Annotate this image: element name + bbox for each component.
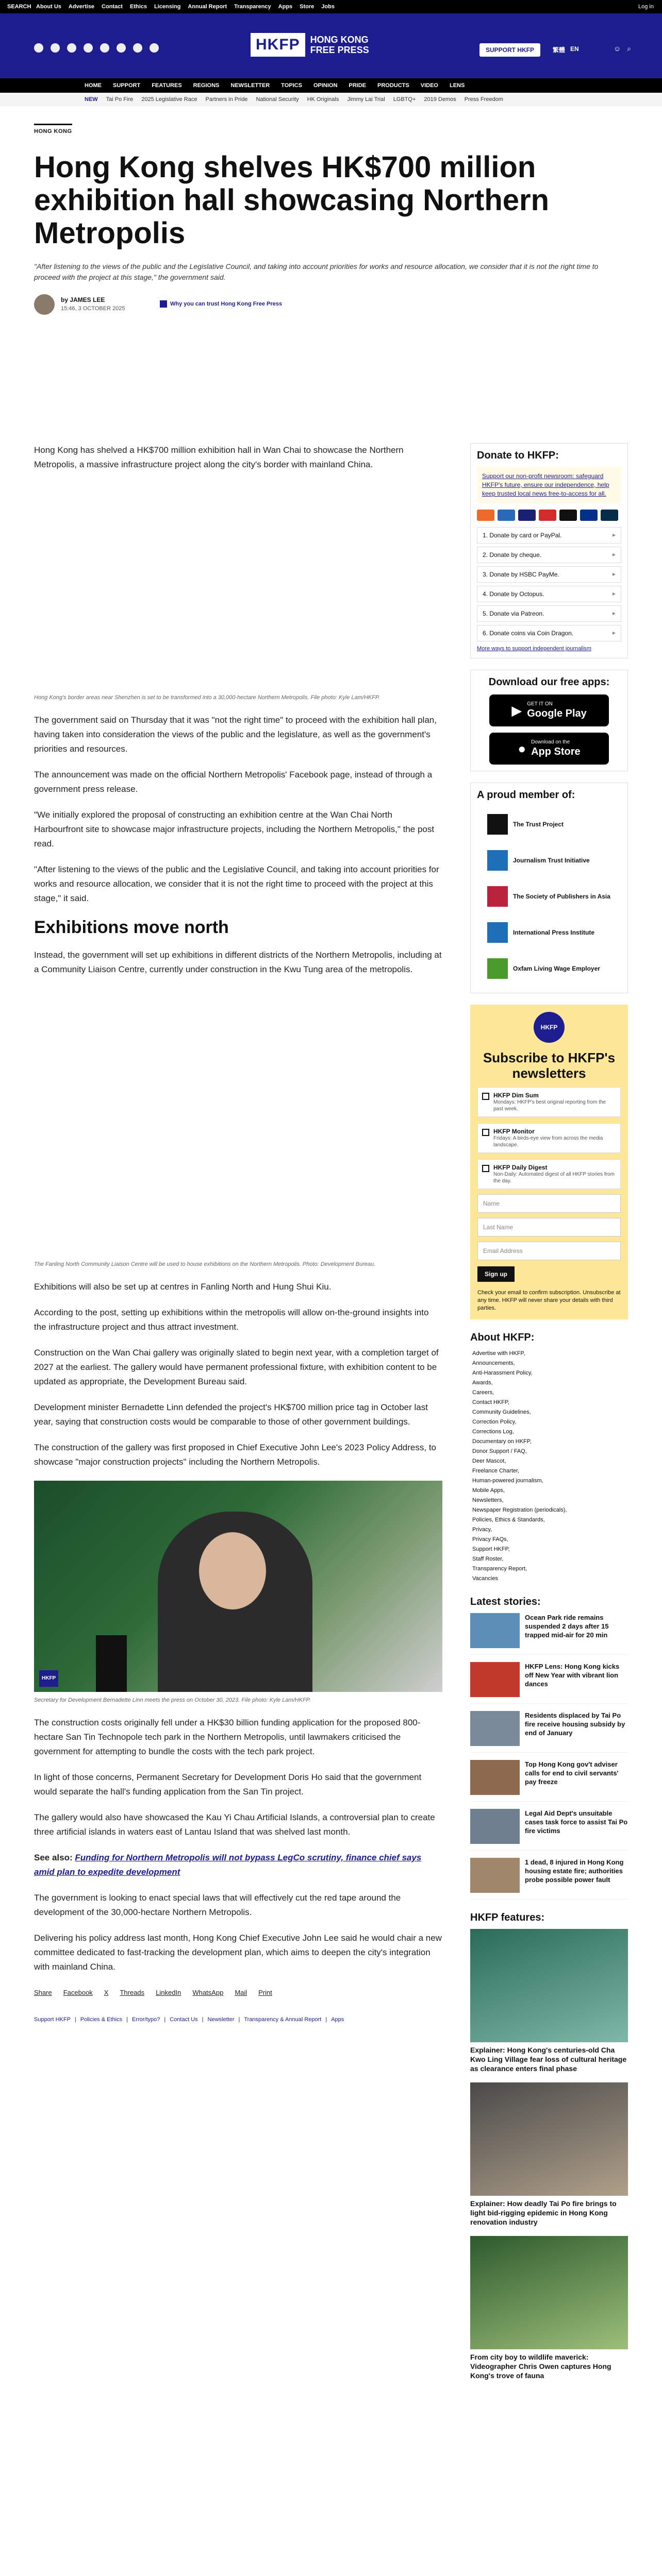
donate-support-link[interactable]: Support our non-profit newsroom: safeguard HKFP's future, ensure our independence, help keep trusted local news free-to-access for all. — [477, 467, 621, 503]
article-header — [34, 124, 627, 318]
support-link[interactable]: Newsletter — [207, 2016, 235, 2023]
story-item[interactable]: Top Hong Kong gov't adviser calls for end to civil servants' pay freeze — [470, 1760, 628, 1802]
share-label: Share — [34, 1989, 52, 1996]
feature-title[interactable]: Explainer: Hong Kong's centuries-old Cha Kwo Ling Village fear loss of cultural heritage as clearance enters final phase — [470, 2046, 627, 2073]
payme-icon — [539, 510, 556, 521]
apps-box — [470, 670, 628, 771]
paragraph: Hong Kong has shelved a HK$700 million exhibition hall in Wan Chai to showcase the Northern Metropolis, a massive infrastructure project along the city's border with mainland China. — [34, 445, 404, 469]
about-link[interactable]: Policies, Ethics & Standards, — [472, 1517, 545, 1523]
nav-item[interactable]: NEWSLETTER — [230, 82, 270, 89]
article-dek: "After listening to the views of the public and the Legislative Council, and taking into account priorities for works and resource allocation, we consider that it is not the right time to proceed with the project at this stage," the government said. — [34, 262, 599, 281]
about-link[interactable]: Staff Roster, — [472, 1556, 504, 1562]
nav-item[interactable]: LENS — [449, 82, 465, 89]
share-facebook[interactable]: Facebook — [63, 1989, 93, 1996]
liaison-centre-image — [34, 988, 442, 1256]
newsletter-option[interactable]: HKFP Daily Digest Non-Daily: Automated digest of all HKFP stories from the day. — [477, 1159, 621, 1189]
image-caption: Secretary for Development Bernadette Linn meets the press on October 30, 2023. File photo: Kyle Lam/HKFP. — [34, 1697, 311, 1703]
newsletter-note: Check your email to confirm subscription. Unsubscribe at any time. HKFP will never share your details with third parties. — [477, 1290, 621, 1311]
lang-en[interactable]: EN — [570, 45, 579, 53]
oxfam-icon — [487, 958, 508, 979]
about-link[interactable]: Donor Support / FAQ, — [472, 1448, 527, 1454]
apple-icon: ● — [518, 740, 526, 756]
checkbox[interactable] — [482, 1093, 489, 1100]
donate-box — [470, 443, 628, 658]
members-heading: A proud member of: — [477, 789, 575, 801]
about-link[interactable]: Transparency Report, — [472, 1566, 527, 1572]
octopus-icon — [559, 510, 577, 521]
features-heading: HKFP features: — [470, 1912, 545, 1923]
person-face — [199, 1532, 266, 1609]
facebook-icon[interactable] — [34, 43, 43, 53]
about-heading: About HKFP: — [470, 1332, 535, 1343]
last-name-input[interactable]: Last Name — [477, 1218, 621, 1236]
patreon-icon — [601, 510, 618, 521]
signup-button[interactable]: Sign up — [477, 1266, 515, 1282]
story-item[interactable]: 1 dead, 8 injured in Hong Kong housing estate fire; authorities probe possible power fault — [470, 1858, 628, 1900]
pay-icons — [477, 510, 621, 521]
publish-date: 15:46, 3 OCTOBER 2025 — [61, 306, 125, 312]
member-logo[interactable]: Oxfam Living Wage Employer — [477, 951, 621, 987]
section-heading: Exhibitions move north — [34, 918, 229, 937]
search-link[interactable]: SEARCH — [7, 4, 31, 10]
nav-item[interactable]: OPINION — [313, 82, 338, 89]
newsletter-option[interactable]: HKFP Monitor Fridays: A birds-eye view from across the media landscape. — [477, 1123, 621, 1153]
member-logo[interactable]: Journalism Trust Initiative — [477, 842, 621, 878]
support-link[interactable]: Apps — [331, 2016, 344, 2023]
author-avatar — [34, 294, 55, 315]
search-icon[interactable]: ⌕ — [627, 44, 632, 53]
feature-title[interactable]: From city boy to wildlife maverick: Videographer Chris Owen captures Hong Kong's trove of fauna — [470, 2353, 611, 2380]
about-link[interactable]: Documentary on HKFP, — [472, 1438, 532, 1445]
top-link[interactable]: Advertise — [68, 4, 95, 10]
ticker-item[interactable]: Partners in Pride — [205, 96, 248, 103]
donate-option[interactable]: 1. Donate by card or PayPal. ▸ — [477, 527, 621, 544]
paragraph: The government is looking to enact special laws that will effectively cut the red tape around the development of the 30,000-hectare Northern Metropolis. — [34, 1893, 401, 1917]
image-caption: Hong Kong's border areas near Shenzhen is set to be transformed into a 30,000-hectare Northern Metropolis. File photo: Kyle Lam/HKFP. — [34, 694, 380, 701]
story-item[interactable]: Residents displaced by Tai Po fire receive housing subsidy by end of January — [470, 1711, 628, 1753]
about-list — [470, 1349, 628, 1584]
play-icon: ▶ — [511, 702, 522, 718]
story-item[interactable]: Legal Aid Dept's unsuitable cases task force to assist Tai Po fire victims — [470, 1809, 628, 1851]
donate-option[interactable]: 5. Donate via Patreon. ▸ — [477, 605, 621, 622]
sopa-icon — [487, 886, 508, 907]
mastercard-icon — [477, 510, 494, 521]
paragraph: Exhibitions will also be set up at centres in Fanling North and Hung Shui Kiu. — [34, 1282, 332, 1292]
visa-icon — [518, 510, 536, 521]
about-box — [470, 1332, 628, 1584]
top-link[interactable]: Jobs — [321, 4, 335, 10]
paragraph: Construction on the Wan Chai gallery was originally slated to begin next year, with a completion target of 2027 at the earliest. The gallery would have permanent professional fixture, with exhibition content to be updated as appropriate, the Development Bureau said. — [34, 1348, 439, 1386]
story-thumbnail — [470, 1858, 520, 1893]
about-link[interactable]: Anti-Harassment Policy, — [472, 1370, 533, 1376]
feature-image[interactable] — [470, 2236, 628, 2349]
paragraph: Delivering his policy address last month, Hong Kong Chief Executive John Lee said he would chair a new committee dedicated to fast-tracking the development plan, which aims to deepen the city's integration with mainland China. — [34, 1933, 442, 1972]
about-link[interactable]: Contact HKFP, — [472, 1399, 509, 1405]
new-badge: NEW — [85, 96, 98, 103]
member-logo[interactable]: International Press Institute — [477, 914, 621, 951]
paragraph: According to the post, setting up exhibitions within the metropolis will allow on-the-ground insights into the infrastructure project and thus attract investment. — [34, 1308, 429, 1332]
ticker-item[interactable]: 2025 Legislative Race — [141, 96, 197, 103]
about-link[interactable]: Awards, — [472, 1380, 493, 1386]
feature-title[interactable]: Explainer: How deadly Tai Po fire brings to light bid-rigging epidemic in Hong Kong renovation industry — [470, 2199, 617, 2226]
share-linkedin[interactable]: LinkedIn — [156, 1989, 181, 1996]
about-link[interactable]: Human-powered journalism, — [472, 1478, 543, 1484]
about-link[interactable]: Privacy FAQs, — [472, 1536, 508, 1543]
top-link[interactable]: Annual Report — [188, 4, 227, 10]
top-links — [36, 4, 335, 10]
about-link[interactable]: Careers, — [472, 1389, 494, 1396]
share-print[interactable]: Print — [258, 1989, 272, 1996]
top-link[interactable]: About Us — [36, 4, 61, 10]
donate-option[interactable]: 2. Donate by cheque. ▸ — [477, 547, 621, 563]
nav-item[interactable]: HOME — [85, 82, 102, 89]
ticker-item[interactable]: HK Originals — [307, 96, 339, 103]
support-link[interactable]: Contact Us — [170, 2016, 198, 2023]
about-link[interactable]: Corrections Log, — [472, 1429, 514, 1435]
login-link[interactable]: Log in — [638, 4, 654, 10]
nav-item[interactable]: TOPICS — [281, 82, 302, 89]
logo-mark: HKFP — [251, 33, 305, 57]
share-threads[interactable]: Threads — [120, 1989, 145, 1996]
article-body — [34, 443, 442, 2027]
share-x[interactable]: X — [104, 1989, 109, 1996]
support-hkfp-button[interactable]: SUPPORT HKFP — [479, 43, 540, 57]
nav-item[interactable]: REGIONS — [193, 82, 220, 89]
app-store-badge[interactable]: ● Download on the App Store — [489, 733, 609, 765]
rss-icon[interactable] — [150, 43, 159, 53]
ipi-icon — [487, 922, 508, 943]
nav-item[interactable]: FEATURES — [152, 82, 182, 89]
paragraph: Instead, the government will set up exhibitions in different districts of the Northern Metropolis, including at a Community Liaison Centre, currently under construction in the Kwu Tung area of the metropolis. — [34, 950, 442, 974]
more-ways-link[interactable]: More ways to support independent journalism — [477, 646, 591, 652]
language-switch — [553, 45, 579, 54]
story-thumbnail — [470, 1711, 520, 1746]
newsletter-box — [470, 1005, 628, 1319]
member-logo[interactable]: The Trust Project — [477, 806, 621, 842]
top-link[interactable]: Licensing — [154, 4, 181, 10]
donate-option[interactable]: 4. Donate by Octopus. ▸ — [477, 586, 621, 602]
see-also-link[interactable]: Funding for Northern Metropolis will not bypass LegCo scrutiny, finance chief says amid plan to expedite development — [34, 1853, 422, 1877]
lang-zh[interactable]: 繁體 — [553, 46, 566, 54]
jti-icon — [487, 850, 508, 871]
linkedin-icon[interactable] — [117, 43, 126, 53]
about-link[interactable]: Advertise with HKFP, — [472, 1350, 525, 1357]
paragraph: The construction of the gallery was first proposed in Chief Executive John Lee's 2023 Policy Address, to showcase "major construction projects" including the Northern Metropolis. — [34, 1443, 436, 1467]
threads-icon[interactable] — [84, 43, 93, 53]
about-link[interactable]: Community Guidelines, — [472, 1409, 531, 1415]
paragraph: The construction costs originally fell under a HK$30 billion funding application for the proposed 800-hectare San Tin Technopole tech park in the Northern Metropolis, until lawmakers criticised the government for attempting to bundle the costs with the tech park project. — [34, 1718, 421, 1756]
support-link[interactable]: Error/typo? — [131, 2016, 160, 2023]
story-item[interactable]: HKFP Lens: Hong Kong kicks off New Year with vibrant lion dances — [470, 1662, 628, 1704]
trust-icon — [160, 300, 167, 308]
email-input[interactable]: Email Address — [477, 1242, 621, 1260]
topic-ticker — [0, 93, 662, 106]
about-link[interactable]: Vacancies — [472, 1575, 498, 1582]
share-whatsapp[interactable]: WhatsApp — [192, 1989, 224, 1996]
story-thumbnail — [470, 1662, 520, 1697]
site-logo[interactable] — [251, 27, 405, 63]
story-thumbnail — [470, 1809, 520, 1844]
main-nav — [0, 78, 662, 93]
logo-words: HONG KONG FREE PRESS — [310, 35, 369, 55]
paragraph: Development minister Bernadette Linn defended the project's HK$700 million price tag in October last year, saying that construction costs would be comparable to those of other government buildings. — [34, 1402, 428, 1427]
ticker-item[interactable]: Tai Po Fire — [106, 96, 134, 103]
about-link[interactable]: Correction Policy, — [472, 1419, 517, 1425]
instagram-icon[interactable] — [67, 43, 76, 53]
feature-image[interactable] — [470, 1929, 628, 2042]
telegram-icon[interactable] — [133, 43, 142, 53]
paragraph: "After listening to the views of the public and the Legislative Council, and taking into account priorities for works and resource allocation, we consider that it is not the right time to proceed with the project at this stage," it said. — [34, 865, 439, 903]
nav-item[interactable]: VIDEO — [420, 82, 438, 89]
site-header — [0, 13, 662, 78]
amex-icon — [498, 510, 515, 521]
paragraph: "We initially explored the proposal of constructing an exhibition centre at the Wan Chai North Harbourfront site to showcase major infrastructure projects, including the Northern Metropolis," the post read. — [34, 810, 435, 849]
story-item[interactable]: Ocean Park ride remains suspended 2 days after 15 trapped mid-air for 20 min — [470, 1613, 628, 1655]
paragraph: In light of those concerns, Permanent Secretary for Development Doris Ho said that the government would separate the hall's funding application from the San Tin project. — [34, 1772, 422, 1797]
latest-box — [470, 1596, 628, 1900]
about-link[interactable]: Newspaper Registration (periodicals), — [472, 1507, 567, 1513]
sidebar — [470, 443, 628, 2389]
donate-heading: Donate to HKFP: — [477, 450, 559, 461]
story-thumbnail — [470, 1613, 520, 1648]
see-also — [34, 1851, 442, 1879]
apps-heading: Download our free apps: — [488, 676, 610, 688]
article-kicker[interactable]: HONG KONG — [34, 124, 72, 134]
header-icons — [614, 44, 631, 53]
story-thumbnail — [470, 1760, 520, 1795]
microphone — [96, 1635, 127, 1692]
top-bar — [0, 0, 662, 13]
support-link[interactable]: Policies & Ethics — [80, 2016, 123, 2023]
top-link[interactable]: Transparency — [234, 4, 271, 10]
ticker-item[interactable]: Press Freedom — [464, 96, 503, 103]
paragraph: The gallery would also have showcased the Kau Yi Chau Artificial Islands, a controversial plan to create three artificial islands in waters east of Lantau Island that was shelved last month. — [34, 1812, 435, 1837]
image-caption: The Fanling North Community Liaison Centre will be used to house exhibitions on the Northern Metropolis. Photo: Development Bureau. — [34, 1261, 376, 1267]
newsletter-option[interactable]: HKFP Dim Sum Mondays: HKFP's best original reporting from the past week. — [477, 1087, 621, 1117]
ticker-item[interactable]: Jimmy Lai Trial — [347, 96, 385, 103]
support-link[interactable]: Support HKFP — [34, 2016, 71, 2023]
see-also-label: See also: — [34, 1853, 73, 1862]
feature-image[interactable] — [470, 2082, 628, 2196]
name-input[interactable]: Name — [477, 1194, 621, 1213]
paragraph: The announcement was made on the official Northern Metropolis' Facebook page, instead of through a government press release. — [34, 770, 433, 794]
checkbox[interactable] — [482, 1129, 489, 1136]
nav-item[interactable]: PRODUCTS — [377, 82, 409, 89]
about-link[interactable]: Newsletters, — [472, 1497, 504, 1503]
ticker-item[interactable]: LGBTQ+ — [393, 96, 416, 103]
share-mail[interactable]: Mail — [235, 1989, 247, 1996]
features-box — [470, 1912, 628, 2380]
donate-option[interactable]: 3. Donate by HSBC PayMe. ▸ — [477, 566, 621, 583]
top-link[interactable]: Store — [300, 4, 315, 10]
about-link[interactable]: Privacy, — [472, 1527, 492, 1533]
article-title: Hong Kong shelves HK$700 million exhibition hall showcasing Northern Metropolis — [34, 150, 549, 250]
newsletter-heading: Subscribe to HKFP's newsletters — [483, 1050, 616, 1081]
donate-option[interactable]: 6. Donate coins via Coin Dragon. ▸ — [477, 625, 621, 641]
about-link[interactable]: Freelance Charter, — [472, 1468, 520, 1474]
ticker-item[interactable]: National Security — [256, 96, 299, 103]
hero-image — [34, 483, 442, 689]
top-link[interactable]: Ethics — [129, 4, 147, 10]
share-bar — [34, 1986, 442, 2000]
x-icon[interactable] — [51, 43, 60, 53]
paypal-icon — [580, 510, 598, 521]
top-link[interactable]: Contact — [102, 4, 123, 10]
about-link[interactable]: Support HKFP, — [472, 1546, 510, 1552]
minister-photo — [34, 1481, 442, 1692]
about-link[interactable]: Announcements, — [472, 1360, 515, 1366]
google-play-badge[interactable]: ▶ GET IT ON Google Play — [489, 694, 609, 726]
author-name[interactable]: by JAMES LEE — [61, 296, 105, 303]
trust-link[interactable]: Why you can trust Hong Kong Free Press — [160, 300, 282, 308]
youtube-icon[interactable] — [100, 43, 109, 53]
photo-credit-tag: HKFP — [39, 1670, 58, 1687]
user-icon[interactable]: ☺ — [614, 44, 621, 53]
latest-heading: Latest stories: — [470, 1596, 541, 1607]
support-link[interactable]: Transparency & Annual Report — [244, 2016, 322, 2023]
newsletter-logo: HKFP — [534, 1012, 565, 1043]
about-link[interactable]: Deer Mascot, — [472, 1458, 506, 1464]
social-links — [34, 43, 159, 53]
about-link[interactable]: Mobile Apps, — [472, 1487, 505, 1494]
top-link[interactable]: Apps — [278, 4, 293, 10]
member-logo[interactable]: The Society of Publishers in Asia — [477, 878, 621, 914]
byline — [34, 294, 627, 318]
nav-item[interactable]: PRIDE — [349, 82, 367, 89]
members-box — [470, 783, 628, 993]
checkbox[interactable] — [482, 1165, 489, 1172]
ticker-item[interactable]: 2019 Demos — [424, 96, 456, 103]
trust-project-icon — [487, 814, 508, 835]
nav-item[interactable]: SUPPORT — [113, 82, 141, 89]
paragraph: The government said on Thursday that it was "not the right time" to proceed with the exhibition hall plan, having taken into consideration the views of the public and the legislature, as well as the government's priorities and resources. — [34, 715, 437, 754]
support-links: Support HKFP | Policies & Ethics | Error/typo? | Contact Us | Newsletter | Transparency & Annual Report | Apps — [34, 2012, 442, 2027]
